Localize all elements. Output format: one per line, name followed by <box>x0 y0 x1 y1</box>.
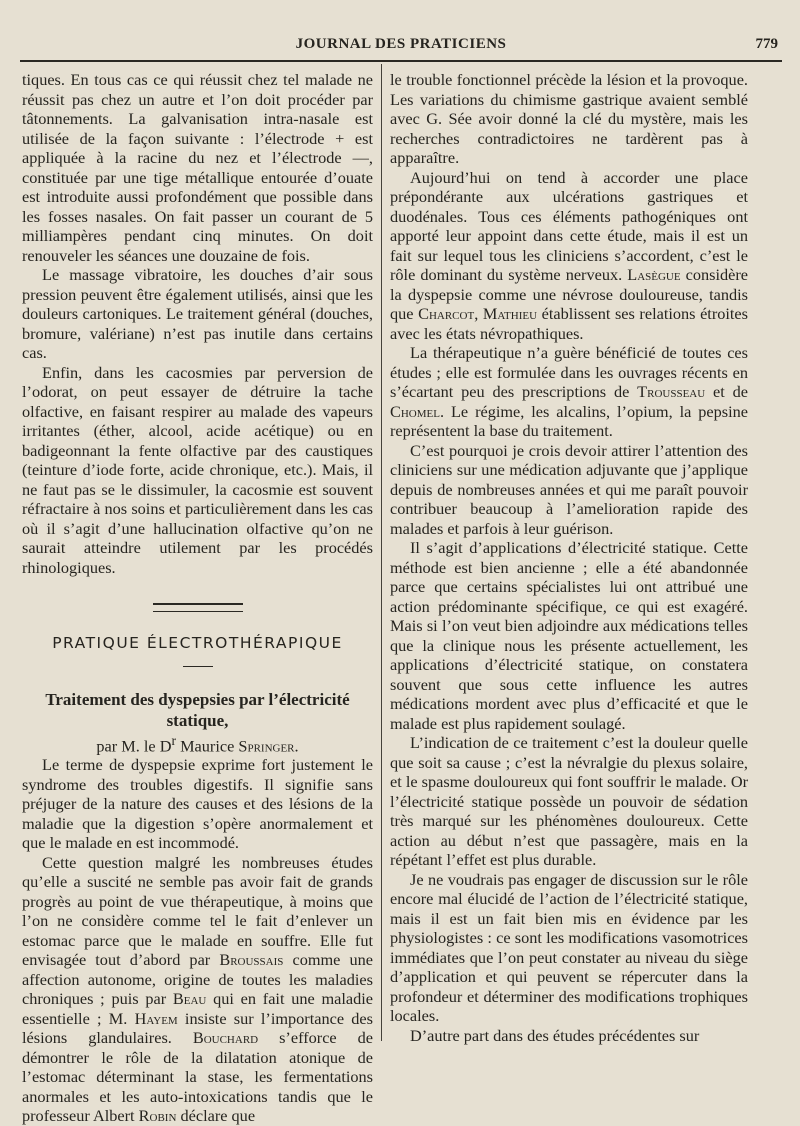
running-head <box>20 30 782 58</box>
author-name: Trousseau <box>637 382 706 401</box>
article-paragraph-5: La thérapeutique n’a guère bénéficié de toutes ces études ; elle est formulée dans les ouvrages récents en s’écartant peu des prescriptions de Trousseau et de Chomel. Le régime, les alcalins, l’opium, la pepsine représentent la base du traitement. <box>390 343 748 440</box>
author-name: Charcot <box>418 304 475 323</box>
paragraph-cacosmies: Enfin, dans les cacosmies par perversion de l’odorat, on peut essayer de détruire la tache olfactive, en faisant respirer au malade des vapeurs irritantes (éther, alcool, acide acétique) ou en badigeonnant la fente olfactive par des caustiques (teinture d’iode forte, acide chronique, etc.). Mais, il ne faut pas se le dissimuler, la cacosmie est souvent réfractaire à nos soins et particulièrement dans les cas où il s’agit d’une hallucination olfactive qu’on ne saurait atteindre utilement par les procédés rhinologiques. <box>22 362 373 577</box>
author-name: Lasègue <box>627 265 681 284</box>
author-name: Robin <box>138 1106 177 1126</box>
article-paragraph-2: Cette question malgré les nombreuses études qu’elle a suscité ne semble pas avoir fait de grands progrès au point de vue thérapeutique, à moins que l’on ne considère comme tel le fait d’enlever un estomac parce que le malade en souffre. Elle fut envisagée tout d’abord par Broussais comme une affection autonome, origine de toutes les maladies chroniques ; puis par Beau qui en fait une maladie essentielle ; M. Hayem insiste sur l’importance des lésions glandulaires. Bouchard s’efforce de démontrer le rôle de la dilatation atonique de l’estomac déterminant la stase, les fermentations anormales et les auto-intoxications tandis que le professeur Albert Robin déclare que <box>22 852 374 1126</box>
article-paragraph-7: Il s’agit d’applications d’électricité statique. Cette méthode est bien ancienne ; elle a été abandonnée parce que certains spécialistes lui ont attribué une action prédominante spécifique, ce qui est exagéré. Mais si l’on veut bien adjoindre aux médications telles que la clinique nous les présente actuellement, les applications d’électricité statique, on constatera souvent que sous cette influence les autres médications mordent avec plus d’efficacité et que le malade est plus rapidement soulagé. <box>390 538 748 733</box>
author-name: Mathieu <box>482 304 538 323</box>
section-divider <box>153 603 243 612</box>
author-name: Hayem <box>134 1008 178 1028</box>
author-surname: Springer <box>238 735 295 755</box>
article-title: Traitement des dyspepsies par l’électricité statique, <box>45 689 350 730</box>
column-rule <box>381 64 382 1041</box>
header-rule <box>20 60 782 62</box>
author-name: Bouchard <box>192 1028 259 1048</box>
heading-rule <box>183 666 213 667</box>
article-paragraph-8: L’indication de ce traitement c’est la douleur quelle que soit sa cause ; c’est la névralgie du plexus solaire, et le spasme douloureux qui font souffrir le malade. Or l’électricité statique possède un pouvoir de sédation très marqué sur les phénomènes douloureux. Cette action au début n’est que passagère, mais en la répétant l’effet est plus durable. <box>390 733 748 869</box>
left-column <box>22 70 373 1126</box>
paragraph-continuation: tiques. En tous cas ce qui réussit chez tel malade ne réussit pas chez un autre et l’on doit procéder par tâtonnements. La galvanisation intra-nasale est utilisée de la façon suivante : l’électrode + est appliquée à la racine du nez et l’électrode —, constituée par une tige métallique entourée d’ouate est introduite aussi profondément que possible dans les fosses nasales. On fait passer un courant de 5 milliampères pendant cinq minutes. On doit renouveler les séances une douzaine de fois. <box>22 70 373 265</box>
article-paragraph-4: Aujourd’hui on tend à accorder une place prépondérante aux ulcérations gastriques et duodénales. Tous ces éléments pathogéniques ont apporté leur appoint dans cette étude, mais il est un fait sur lequel tous les cliniciens s’accordent, c’est le rôle dominant du système nerveux. Lasègue considère la dyspepsie comme une névrose douloureuse, tandis que Charcot, Mathieu établissent ses relations étroites avec les états névropathiques. <box>390 167 749 343</box>
article-paragraph-10: D’autre part dans des études précédentes sur <box>410 1025 700 1045</box>
page-number: 779 <box>755 36 778 52</box>
section-heading: PRATIQUE ÉLECTROTHÉRAPIQUE <box>52 634 343 652</box>
article-paragraph-3: le trouble fonctionnel précède la lésion et la provoque. Les variations du chimisme gastrique avaient semblé avec G. Sée avoir donné la clé du mystère, mais les recherches contradictoires ne tardèrent pas à apparaître. <box>390 70 748 167</box>
author-name: Chomel <box>390 401 440 421</box>
article-paragraph-9: Je ne voudrais pas engager de discussion sur le rôle encore mal élucidé de l’action de l’électricité statique, mais il est un fait bien mis en évidence par les physiologistes : ce sont les modifications vasomotrices immédiates que l’on peut constater au niveau du siège d’application et qui peuvent se répercuter dans la profondeur et déterminer des modifications trophiques locales. <box>390 869 748 1025</box>
byline: par M. le $D^r$ Maurice Springer. <box>96 732 299 755</box>
running-title: JOURNAL DES PRATICIENS <box>295 36 507 52</box>
author-name: Broussais <box>219 950 284 970</box>
paragraph-massage: Le massage vibratoire, les douches d’air sous pression peuvent être également utilisés, ainsi que les douleurs cartoniques. Le traitement général (douches, bromure, valériane) n’est pas inutile dans certains cas. <box>22 265 373 362</box>
article-paragraph-1: Le terme de dyspepsie exprime fort justement le syndrome des troubles digestifs. Il signifie sans préjuger de la nature des causes et des lésions de la maladie que la digestion s’opère anormalement et que le malade en est incommodé. <box>22 755 373 853</box>
article-paragraph-6: C’est pourquoi je crois devoir attirer l’attention des cliniciens sur une médication adjuvante que j’applique depuis de nombreuses années et qui me paraît pouvoir contribuer beaucoup à l’amelioration rapide des malades et parfois à leur guérison. <box>390 440 748 538</box>
right-column <box>390 70 748 1045</box>
author-name: Beau <box>172 989 207 1009</box>
